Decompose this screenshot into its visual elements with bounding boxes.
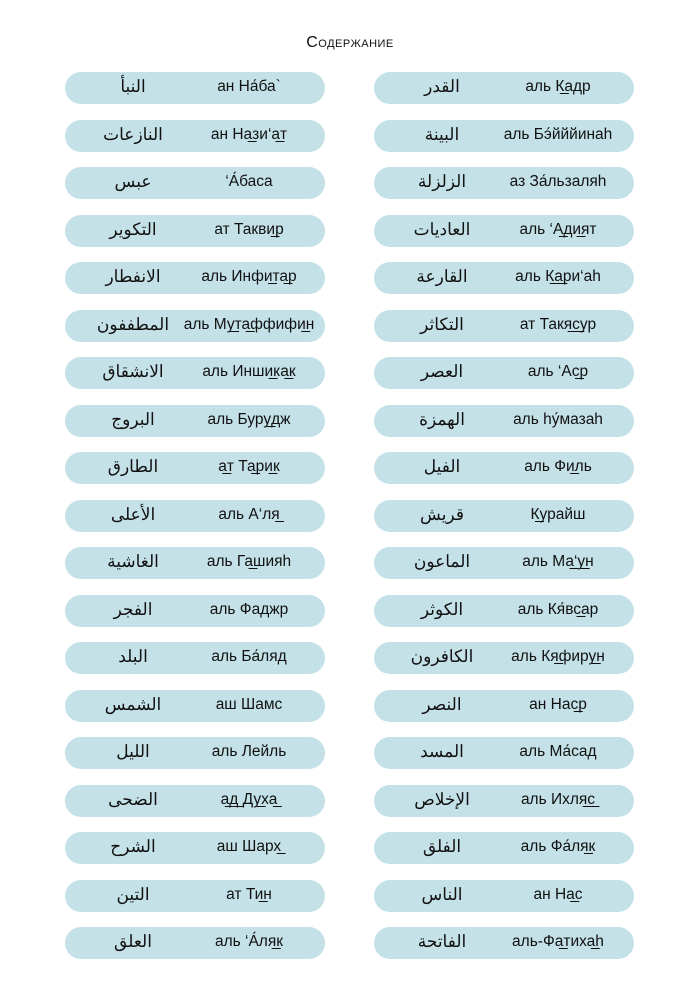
surah-arabic-name: النازعات bbox=[103, 124, 163, 145]
surah-transliteration: аш Шарх̲ bbox=[216, 838, 282, 855]
surah-transliteration: ат Ти̲н bbox=[226, 885, 272, 903]
surah-transliteration: аль-Фа̲тиха̲h bbox=[512, 933, 604, 950]
surah-entry[interactable] bbox=[374, 690, 634, 722]
surah-arabic-name: التكاثر bbox=[420, 314, 464, 335]
surah-transliteration: аль Ма́сад bbox=[519, 743, 597, 760]
surah-entry[interactable] bbox=[65, 167, 325, 199]
surah-transliteration: аль Ихля̲с̲ bbox=[520, 790, 596, 808]
surah-transliteration: а̲т Та̲ри̲к bbox=[218, 458, 280, 475]
surah-entry[interactable] bbox=[65, 405, 325, 437]
surah-entry[interactable] bbox=[374, 880, 634, 912]
surah-transliteration: а̲д̲ Ду̲ха̲ bbox=[220, 790, 278, 808]
surah-entry[interactable] bbox=[374, 785, 634, 817]
surah-arabic-name: البلد bbox=[118, 647, 148, 667]
surah-arabic-name: الكافرون bbox=[410, 647, 474, 667]
surah-entry[interactable] bbox=[374, 452, 634, 484]
surah-entry[interactable] bbox=[65, 262, 325, 294]
surah-entry[interactable] bbox=[374, 167, 634, 199]
surah-entry[interactable] bbox=[374, 357, 634, 389]
surah-arabic-name: عبس bbox=[114, 172, 152, 192]
surah-arabic-name: القارعة bbox=[416, 267, 468, 287]
surah-entry[interactable] bbox=[65, 452, 325, 484]
surah-entry[interactable] bbox=[65, 785, 325, 817]
surah-arabic-name: الإخلاص bbox=[414, 789, 470, 810]
surah-entry[interactable] bbox=[65, 832, 325, 864]
surah-transliteration: ан Нас̲р bbox=[529, 695, 587, 713]
surah-transliteration: ан На́ба` bbox=[217, 78, 281, 95]
surah-arabic-name: الشمس bbox=[104, 694, 162, 715]
surah-arabic-name: الفيل bbox=[423, 457, 461, 477]
surah-entry[interactable] bbox=[374, 405, 634, 437]
surah-entry[interactable] bbox=[374, 832, 634, 864]
surah-transliteration: аль Фа́ля̲к bbox=[520, 838, 596, 855]
surah-entry[interactable] bbox=[374, 500, 634, 532]
surah-transliteration: аль К̲адр bbox=[525, 78, 591, 95]
surah-arabic-name: البروج bbox=[111, 409, 155, 430]
surah-entry[interactable] bbox=[374, 262, 634, 294]
surah-arabic-name: النصر bbox=[422, 694, 462, 715]
surah-transliteration: аз За́льзаляh bbox=[509, 173, 607, 190]
surah-arabic-name: الانفطار bbox=[105, 267, 161, 287]
surah-transliteration: аль Ба́ляд bbox=[211, 648, 287, 665]
surah-transliteration: аль Бэ́йййинаh bbox=[503, 125, 613, 143]
surah-transliteration: аль Кя́вс̲ар bbox=[517, 600, 599, 618]
surah-arabic-name: الغاشية bbox=[107, 552, 159, 572]
surah-transliteration: ан На̲с bbox=[533, 885, 583, 903]
surah-transliteration: аль Фаджр bbox=[209, 600, 289, 618]
left-column bbox=[65, 72, 325, 975]
surah-transliteration: ат Такви̲р bbox=[214, 220, 284, 238]
surah-transliteration: аль К̲а̲ри‘аh bbox=[515, 268, 601, 285]
surah-arabic-name: الفلق bbox=[422, 837, 462, 857]
surah-entry[interactable] bbox=[374, 737, 634, 769]
surah-arabic-name: القدر bbox=[424, 77, 460, 97]
surah-transliteration: аль Инши̲ка̲к bbox=[202, 363, 296, 380]
page-title: Содержание bbox=[306, 34, 394, 51]
surah-transliteration: К̲урайш bbox=[530, 505, 586, 523]
surah-arabic-name: الفاتحة bbox=[417, 932, 467, 952]
surah-entry[interactable] bbox=[65, 72, 325, 104]
surah-transliteration: аль Ма̲‘у̲н bbox=[522, 553, 594, 570]
surah-transliteration: ат Такя̲с̲ур bbox=[519, 315, 597, 333]
surah-arabic-name: قريش bbox=[420, 504, 464, 525]
surah-entry[interactable] bbox=[65, 310, 325, 342]
surah-entry[interactable] bbox=[65, 737, 325, 769]
surah-transliteration: аль ‘А̲ди̲ят bbox=[519, 220, 597, 238]
surah-entry[interactable] bbox=[65, 880, 325, 912]
surah-entry[interactable] bbox=[65, 500, 325, 532]
surah-arabic-name: الناس bbox=[421, 884, 463, 905]
surah-arabic-name: العصر bbox=[420, 362, 464, 382]
surah-entry[interactable] bbox=[374, 595, 634, 627]
surah-entry[interactable] bbox=[374, 927, 634, 959]
surah-entry[interactable] bbox=[65, 927, 325, 959]
surah-entry[interactable] bbox=[65, 547, 325, 579]
surah-transliteration: аль Буру̲дж bbox=[207, 410, 291, 428]
surah-arabic-name: الفجر bbox=[113, 599, 153, 620]
surah-transliteration: аль Му̲та̲ффифи̲н bbox=[183, 315, 315, 333]
surah-arabic-name: الطارق bbox=[107, 457, 159, 477]
surah-transliteration: аль А‘ля̲ bbox=[218, 505, 280, 523]
surah-arabic-name: العاديات bbox=[413, 219, 471, 240]
surah-transliteration: аль Инфи̲та̲р bbox=[201, 268, 297, 285]
surah-arabic-name: الانشقاق bbox=[102, 362, 164, 382]
surah-transliteration: аль Лейль bbox=[211, 743, 287, 760]
surah-arabic-name: العلق bbox=[114, 932, 152, 952]
surah-transliteration: аш Шамс bbox=[215, 695, 283, 713]
surah-entry[interactable] bbox=[374, 72, 634, 104]
surah-arabic-name: الكوثر bbox=[420, 599, 464, 620]
surah-entry[interactable] bbox=[65, 215, 325, 247]
surah-entry[interactable] bbox=[65, 690, 325, 722]
surah-entry[interactable] bbox=[374, 310, 634, 342]
surah-transliteration: аль Фи̲ль bbox=[524, 458, 592, 475]
surah-arabic-name: النبأ bbox=[120, 77, 146, 97]
surah-entry[interactable] bbox=[374, 120, 634, 152]
surah-entry[interactable] bbox=[65, 595, 325, 627]
surah-transliteration: аль Кя̲фиру̲н bbox=[511, 648, 605, 665]
surah-arabic-name: المطففون bbox=[96, 314, 170, 335]
surah-entry[interactable] bbox=[374, 215, 634, 247]
surah-arabic-name: التكوير bbox=[109, 219, 157, 240]
surah-transliteration: ‘А́баса bbox=[225, 173, 273, 190]
surah-arabic-name: التين bbox=[116, 884, 150, 905]
surah-arabic-name: البينة bbox=[424, 124, 460, 145]
surah-transliteration: аль ‘А́ля̲к bbox=[214, 933, 284, 950]
surah-arabic-name: الليل bbox=[116, 742, 150, 762]
surah-arabic-name: الزلزلة bbox=[417, 172, 467, 192]
surah-transliteration: ан На̲зи‘а̲т bbox=[210, 125, 288, 143]
surah-entry[interactable] bbox=[65, 120, 325, 152]
surah-entry[interactable] bbox=[374, 642, 634, 674]
surah-arabic-name: الهمزة bbox=[419, 409, 465, 430]
surah-transliteration: аль hу́мазаh bbox=[513, 410, 603, 428]
surah-arabic-name: الضحى bbox=[108, 789, 158, 810]
surah-entry[interactable] bbox=[65, 357, 325, 389]
surah-arabic-name: المسد bbox=[420, 742, 464, 762]
surah-arabic-name: الأعلى bbox=[110, 504, 156, 525]
surah-arabic-name: الماعون bbox=[413, 552, 471, 572]
surah-arabic-name: الشرح bbox=[110, 837, 156, 857]
surah-transliteration: аль ‘Ас̲р bbox=[527, 363, 589, 380]
surah-entry[interactable] bbox=[374, 547, 634, 579]
right-column bbox=[374, 72, 634, 975]
surah-transliteration: аль Га̲шияh bbox=[206, 553, 292, 570]
surah-entry[interactable] bbox=[65, 642, 325, 674]
